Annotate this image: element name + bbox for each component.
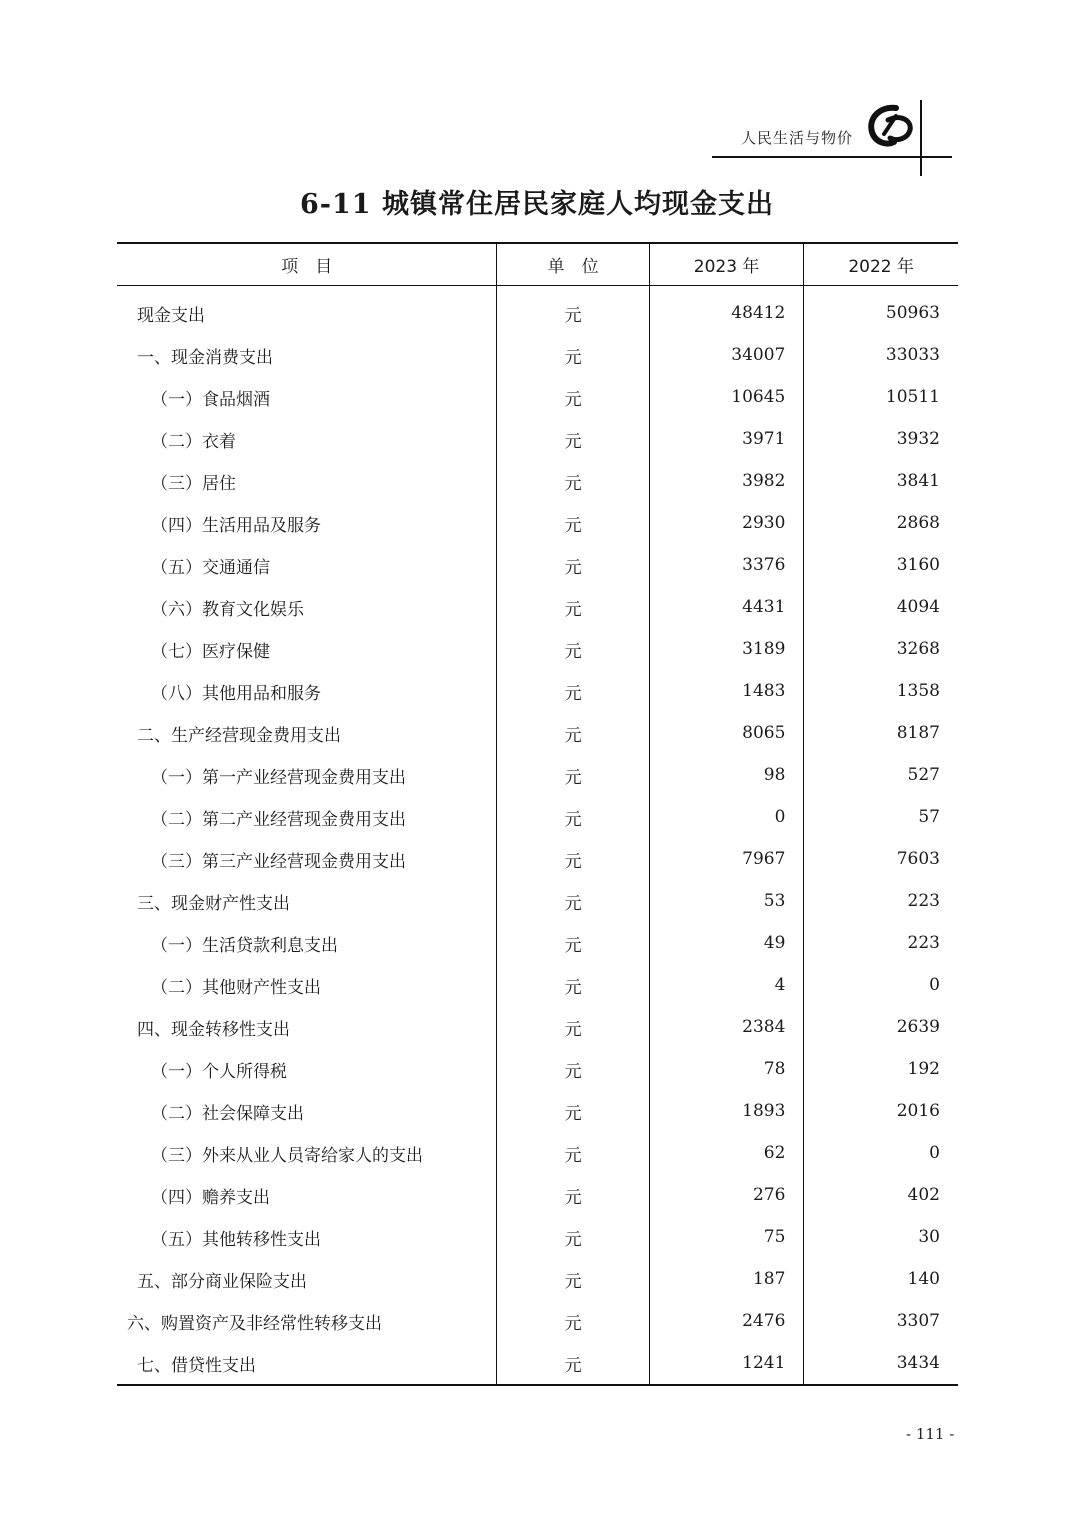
row-unit: 元 — [497, 1258, 649, 1300]
row-unit: 元 — [497, 334, 649, 376]
table-row — [117, 964, 958, 1006]
row-label: 七、借贷性支出 — [117, 1342, 497, 1385]
row-value-2023: 75 — [649, 1216, 804, 1258]
row-label: 五、部分商业保险支出 — [117, 1258, 497, 1300]
row-value-2023: 1483 — [649, 670, 804, 712]
row-unit: 元 — [497, 670, 649, 712]
row-value-2022: 3434 — [804, 1342, 958, 1385]
row-unit: 元 — [497, 922, 649, 964]
table-row — [117, 1132, 958, 1174]
row-unit: 元 — [497, 880, 649, 922]
row-label: 四、现金转移性支出 — [117, 1006, 497, 1048]
row-value-2023: 78 — [649, 1048, 804, 1090]
row-value-2022: 7603 — [896, 849, 940, 869]
row-value-2022: 2639 — [896, 1017, 940, 1037]
table-row — [117, 922, 958, 964]
row-unit: 元 — [497, 376, 649, 418]
table-row — [117, 460, 958, 502]
row-unit: 元 — [497, 1048, 649, 1090]
table-row — [117, 670, 958, 712]
row-value-2023: 276 — [649, 1174, 804, 1216]
table-row — [117, 286, 958, 335]
table-row — [117, 754, 958, 796]
table-row — [117, 418, 958, 460]
row-unit: 元 — [497, 1216, 649, 1258]
row-value-2022: 3841 — [896, 471, 940, 491]
row-value-2023: 10645 — [649, 376, 804, 418]
table-row — [117, 502, 958, 544]
row-unit: 元 — [497, 628, 649, 670]
section-label: 人民生活与物价 — [741, 129, 854, 147]
row-value-2022: 192 — [907, 1059, 940, 1079]
row-value-2023: 2384 — [649, 1006, 804, 1048]
row-value-2022: 2868 — [896, 513, 940, 533]
row-value-2022: 223 — [907, 891, 940, 911]
row-value-2022: 50963 — [885, 303, 940, 323]
row-unit: 元 — [497, 1300, 649, 1342]
row-label: （三）第三产业经营现金费用支出 — [117, 838, 497, 880]
row-value-2022: 1358 — [896, 681, 940, 701]
row-label: （一）生活贷款利息支出 — [117, 922, 497, 964]
row-label: （二）其他财产性支出 — [117, 964, 497, 1006]
table-row — [117, 1258, 958, 1300]
row-value-2023: 2476 — [649, 1300, 804, 1342]
row-value-2023: 3189 — [649, 628, 804, 670]
row-unit: 元 — [497, 1132, 649, 1174]
row-value-2022: 4094 — [896, 597, 940, 617]
table-body — [117, 286, 958, 1386]
row-label: 现金支出 — [117, 286, 497, 335]
table-row — [117, 1006, 958, 1048]
header-item: 项 目 — [117, 243, 497, 286]
row-value-2023: 8065 — [649, 712, 804, 754]
table-row — [117, 796, 958, 838]
row-unit: 元 — [497, 1342, 649, 1385]
row-label: （二）第二产业经营现金费用支出 — [117, 796, 497, 838]
table-row — [117, 1300, 958, 1342]
row-unit: 元 — [497, 502, 649, 544]
row-value-2023: 4431 — [649, 586, 804, 628]
row-unit: 元 — [497, 586, 649, 628]
table-row — [117, 376, 958, 418]
row-label: （六）教育文化娱乐 — [117, 586, 497, 628]
row-value-2023: 34007 — [649, 334, 804, 376]
row-value-2023: 3971 — [649, 418, 804, 460]
row-unit: 元 — [497, 796, 649, 838]
row-label: （八）其他用品和服务 — [117, 670, 497, 712]
header-2023: 2023 年 — [649, 243, 804, 286]
row-value-2022: 30 — [918, 1227, 940, 1247]
row-value-2023: 1241 — [649, 1342, 804, 1385]
row-label: （一）个人所得税 — [117, 1048, 497, 1090]
row-unit: 元 — [497, 544, 649, 586]
row-value-2022: 3268 — [896, 639, 940, 659]
row-unit: 元 — [497, 964, 649, 1006]
table-row — [117, 838, 958, 880]
row-value-2022: 527 — [907, 765, 940, 785]
row-value-2022: 140 — [907, 1269, 940, 1289]
row-label: （七）医疗保健 — [117, 628, 497, 670]
row-unit: 元 — [497, 1174, 649, 1216]
row-value-2023: 3376 — [649, 544, 804, 586]
table-row — [117, 544, 958, 586]
row-value-2023: 62 — [649, 1132, 804, 1174]
row-value-2023: 48412 — [649, 286, 804, 335]
row-value-2023: 2930 — [649, 502, 804, 544]
row-label: 六、购置资产及非经常性转移支出 — [117, 1300, 497, 1342]
row-value-2022: 402 — [907, 1185, 940, 1205]
row-value-2022: 3160 — [896, 555, 940, 575]
table-row — [117, 1048, 958, 1090]
table-row — [117, 1090, 958, 1132]
table-row — [117, 880, 958, 922]
row-value-2023: 7967 — [649, 838, 804, 880]
table-row — [117, 586, 958, 628]
row-unit: 元 — [497, 286, 649, 335]
row-value-2023: 0 — [649, 796, 804, 838]
table-header-row — [117, 243, 958, 286]
row-label: （三）外来从业人员寄给家人的支出 — [117, 1132, 497, 1174]
header-2022: 2022 年 — [804, 243, 958, 286]
row-value-2022: 0 — [929, 975, 940, 995]
table-row — [117, 1342, 958, 1385]
row-unit: 元 — [497, 754, 649, 796]
row-value-2022: 3932 — [896, 429, 940, 449]
row-unit: 元 — [497, 838, 649, 880]
row-value-2023: 49 — [649, 922, 804, 964]
row-label: 二、生产经营现金费用支出 — [117, 712, 497, 754]
row-value-2023: 98 — [649, 754, 804, 796]
row-value-2023: 1893 — [649, 1090, 804, 1132]
row-value-2023: 53 — [649, 880, 804, 922]
row-value-2023: 3982 — [649, 460, 804, 502]
row-value-2022: 33033 — [885, 345, 940, 365]
row-value-2022: 2016 — [896, 1101, 940, 1121]
row-value-2022: 0 — [929, 1143, 940, 1163]
row-unit: 元 — [497, 418, 649, 460]
row-label: （四）生活用品及服务 — [117, 502, 497, 544]
row-label: （二）社会保障支出 — [117, 1090, 497, 1132]
page-title: 6-11 城镇常住居民家庭人均现金支出 — [300, 189, 774, 220]
row-value-2022: 10511 — [885, 387, 940, 407]
row-label: （二）衣着 — [117, 418, 497, 460]
row-unit: 元 — [497, 1006, 649, 1048]
row-unit: 元 — [497, 1090, 649, 1132]
row-value-2023: 4 — [649, 964, 804, 1006]
row-label: 三、现金财产性支出 — [117, 880, 497, 922]
table-row — [117, 628, 958, 670]
row-unit: 元 — [497, 712, 649, 754]
table-row — [117, 334, 958, 376]
page-number: - 111 - — [906, 1425, 955, 1443]
expenditure-table — [117, 242, 958, 1386]
row-value-2022: 8187 — [896, 723, 940, 743]
row-label: （三）居住 — [117, 460, 497, 502]
header-rule-horizontal — [712, 156, 952, 158]
row-label: （五）其他转移性支出 — [117, 1216, 497, 1258]
row-value-2022: 57 — [918, 807, 940, 827]
row-value-2023: 187 — [649, 1258, 804, 1300]
row-label: （四）赡养支出 — [117, 1174, 497, 1216]
row-label: （一）食品烟酒 — [117, 376, 497, 418]
table-row — [117, 1216, 958, 1258]
row-label: （一）第一产业经营现金费用支出 — [117, 754, 497, 796]
row-value-2022: 223 — [907, 933, 940, 953]
header-unit: 单 位 — [497, 243, 649, 286]
table-row — [117, 1174, 958, 1216]
row-unit: 元 — [497, 460, 649, 502]
row-label: （五）交通通信 — [117, 544, 497, 586]
stats-logo-icon — [866, 104, 914, 148]
table-row — [117, 712, 958, 754]
header-rule-vertical — [920, 100, 922, 176]
row-value-2022: 3307 — [896, 1311, 940, 1331]
row-label: 一、现金消费支出 — [117, 334, 497, 376]
